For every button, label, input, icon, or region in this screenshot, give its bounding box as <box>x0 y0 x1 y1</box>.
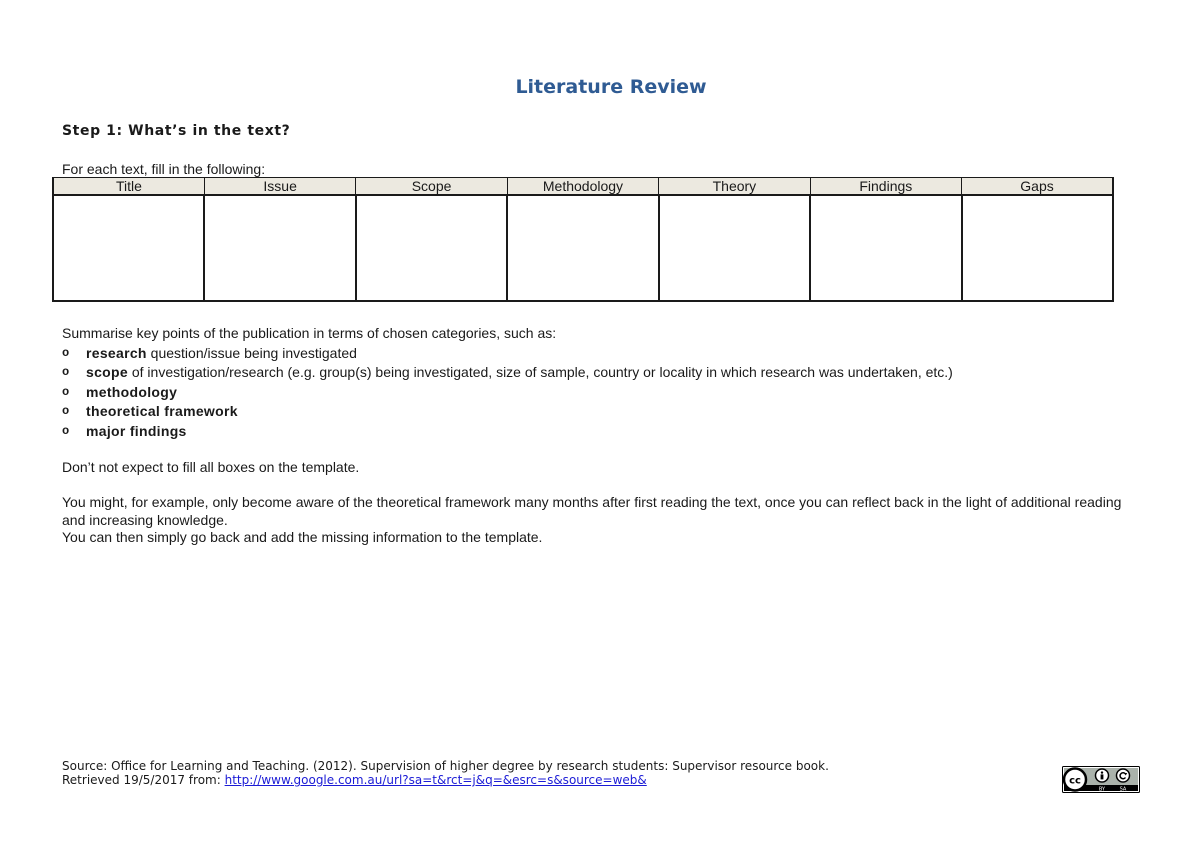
guidance-line-2: You can then simply go back and add the missing information to the template. <box>62 529 543 545</box>
source-citation <box>62 759 829 787</box>
list-keyword: methodology <box>86 383 178 400</box>
review-template-table <box>52 177 1114 302</box>
list-item <box>62 422 953 442</box>
sa-label: SA <box>1119 786 1127 793</box>
list-text: of investigation/research (e.g. group(s) being investigated, size of sample, country or locality in which research was undertaken, etc.) <box>127 364 953 380</box>
bullet-icon: o <box>62 345 70 360</box>
page-title: Literature Review <box>515 76 707 98</box>
bullet-icon: o <box>62 384 70 399</box>
expectation-note: Don’t not expect to fill all boxes on the template. <box>62 459 360 475</box>
list-item <box>62 402 953 422</box>
cell-theory[interactable] <box>659 195 810 301</box>
category-list <box>62 344 953 442</box>
list-keyword: scope <box>86 364 128 380</box>
guidance-paragraph <box>62 494 1142 547</box>
cell-methodology[interactable] <box>507 195 658 301</box>
table-header-row <box>53 178 1113 196</box>
summary-lead: Summarise key points of the publication in terms of chosen categories, such as: <box>62 325 557 341</box>
guidance-line-1: You might, for example, only become aware of the theoretical framework many months after first reading the text, once you can reflect back in the light of additional reading and increasing knowledge. <box>62 494 1122 528</box>
summary-section <box>62 324 953 441</box>
header-findings: Findings <box>810 178 961 196</box>
by-label: BY <box>1098 786 1106 793</box>
share-alike-icon <box>1117 769 1130 782</box>
header-methodology: Methodology <box>507 178 658 196</box>
list-item <box>62 344 953 364</box>
cc-by-sa-license-badge <box>1062 766 1140 793</box>
bullet-icon: o <box>62 423 70 438</box>
list-keyword: major findings <box>86 422 187 439</box>
source-line: Source: Office for Learning and Teaching. (2012). Supervision of higher degree by research students: Supervisor resource book. <box>62 759 829 773</box>
header-title: Title <box>53 178 204 196</box>
table-row <box>53 195 1113 301</box>
header-issue: Issue <box>204 178 355 196</box>
cc-text: cc <box>1069 775 1081 787</box>
retrieved-line <box>62 773 829 787</box>
source-link[interactable]: http://www.google.com.au/url?sa=t&rct=j&q=&esrc=s&source=web& <box>224 773 647 787</box>
cell-gaps[interactable] <box>962 195 1113 301</box>
list-text: question/issue being investigated <box>146 344 357 361</box>
list-keyword: research <box>86 344 147 361</box>
header-gaps: Gaps <box>962 178 1113 196</box>
bullet-icon: o <box>62 365 70 379</box>
bullet-icon: o <box>62 404 70 418</box>
header-scope: Scope <box>356 178 507 196</box>
list-keyword: theoretical framework <box>86 403 238 419</box>
cell-scope[interactable] <box>356 195 507 301</box>
retrieved-prefix: Retrieved 19/5/2017 from: <box>62 773 225 787</box>
cell-findings[interactable] <box>810 195 961 301</box>
step-heading: Step 1: What’s in the text? <box>62 123 291 139</box>
header-theory: Theory <box>659 178 810 196</box>
cell-title[interactable] <box>53 195 204 301</box>
list-item <box>62 363 953 383</box>
intro-text: For each text, fill in the following: <box>62 161 266 177</box>
cell-issue[interactable] <box>204 195 355 301</box>
list-item <box>62 383 953 403</box>
